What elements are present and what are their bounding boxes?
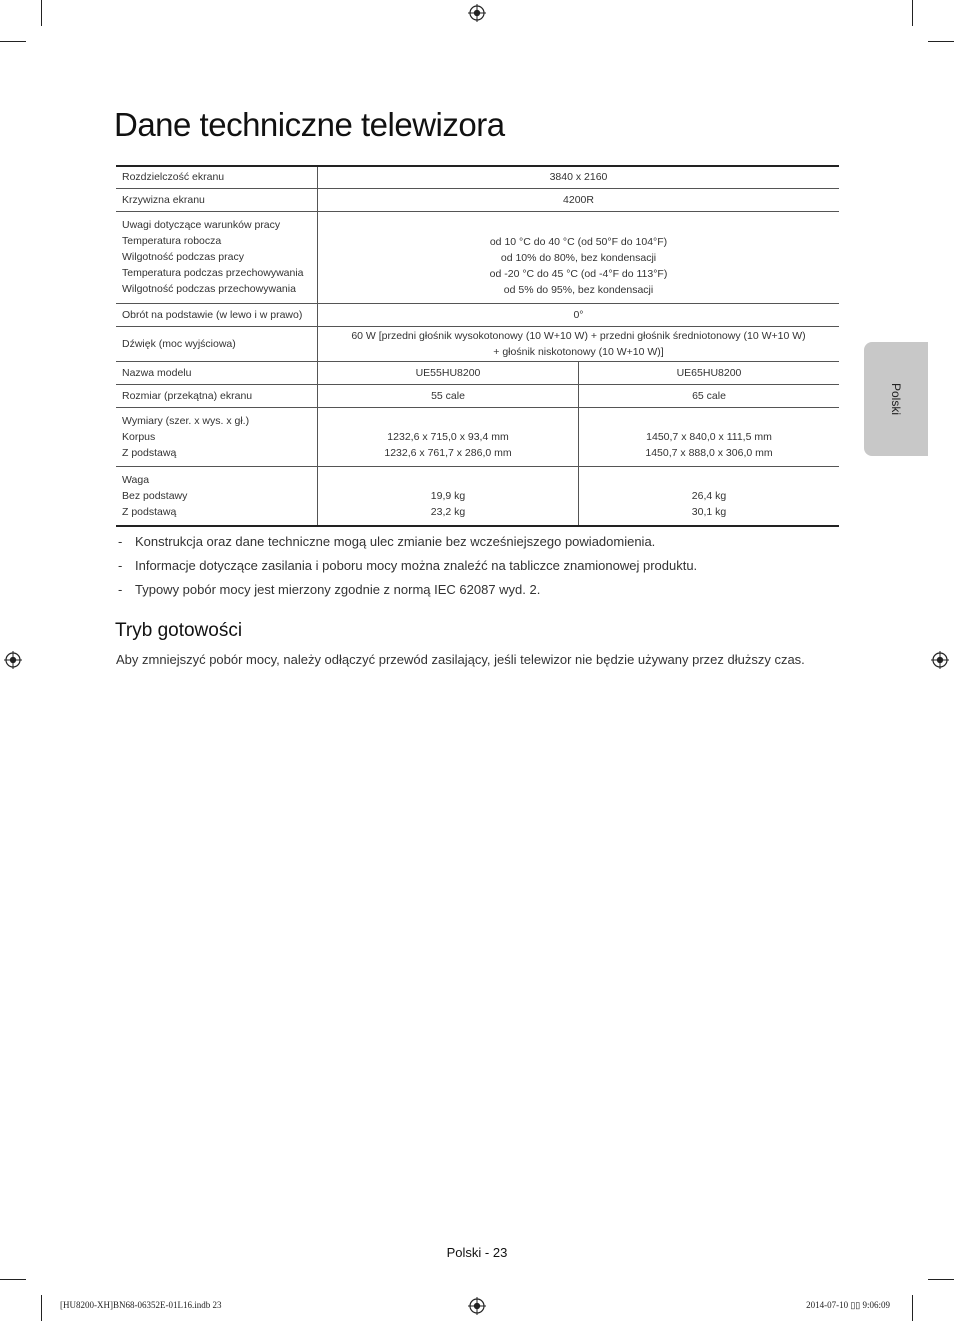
label-line: Wilgotność podczas pracy: [122, 251, 244, 263]
row-value: [579, 466, 840, 526]
row-value: UE55HU8200: [318, 361, 579, 384]
page-title: Dane techniczne telewizora: [114, 106, 505, 143]
crop-mark: [928, 41, 954, 42]
label-line: Uwagi dotyczące warunków pracy: [122, 219, 281, 231]
section-title: Tryb gotowości: [115, 620, 243, 641]
registration-mark-icon: [4, 651, 22, 669]
value-line: 60 W [przedni głośnik wysokotonowy (10 W+10 W) + przedni głośnik średniotonowy (10 W+10 W): [351, 329, 806, 342]
list-item: [116, 558, 697, 573]
table-row: [116, 211, 839, 303]
crop-mark: [41, 0, 42, 26]
label-line: Temperatura robocza: [122, 235, 222, 247]
table-row: [116, 326, 839, 361]
row-value: 65 cale: [692, 389, 726, 402]
section-body: Aby zmniejszyć pobór mocy, należy odłączyć przewód zasilający, jeśli telewizor nie będzie używany przez dłuższy czas.: [116, 652, 805, 667]
print-timestamp: 2014-07-10 ▯▯ 9:06:09: [806, 1300, 890, 1310]
table-row: [116, 188, 839, 211]
table-row: [116, 303, 839, 326]
label-line: Wymiary (szer. x wys. x gł.): [122, 414, 250, 427]
crop-mark: [912, 0, 913, 26]
value-line: 30,1 kg: [691, 505, 727, 518]
row-label: Krzywizna ekranu: [116, 188, 318, 211]
row-value: 4200R: [563, 193, 594, 206]
row-label: Rozmiar (przekątna) ekranu: [116, 384, 318, 407]
label-line: Z podstawą: [122, 505, 177, 518]
value-line: od 5% do 95%, bez kondensacji: [503, 283, 654, 296]
note-text: Informacje dotyczące zasilania i poboru mocy można znaleźć na tabliczce znamionowej produktu.: [135, 558, 698, 573]
value-line: od 10% do 80%, bez kondensacji: [500, 251, 657, 264]
value-line: + głośnik niskotonowy (10 W+10 W)]: [493, 345, 664, 358]
value-line: 1232,6 x 715,0 x 93,4 mm: [387, 430, 509, 443]
crop-mark: [0, 1279, 26, 1280]
value-line: 26,4 kg: [691, 489, 727, 502]
row-label: Rozdzielczość ekranu: [116, 166, 318, 188]
label-line: Korpus: [122, 430, 156, 443]
label-line: Temperatura podczas przechowywania: [122, 267, 304, 279]
registration-mark-icon: [468, 1297, 486, 1315]
row-value: [579, 407, 840, 466]
table-row: [116, 166, 839, 188]
value-line: od 10 °C do 40 °C (od 50°F do 104°F): [489, 235, 668, 248]
spec-table: [116, 165, 839, 527]
language-side-tab: [864, 342, 928, 456]
value-line: 19,9 kg: [430, 489, 466, 502]
row-value: [318, 326, 840, 361]
row-label: [116, 211, 318, 303]
row-value: 55 cale: [318, 384, 579, 407]
value-line: 1450,7 x 840,0 x 111,5 mm: [646, 430, 772, 443]
row-value: 0°: [573, 308, 584, 321]
list-dash: -: [118, 582, 123, 597]
print-file-info: [HU8200-XH]BN68-06352E-01L16.indb 23: [60, 1300, 222, 1310]
registration-mark-icon: [468, 4, 486, 22]
label-line: Z podstawą: [122, 446, 177, 459]
row-label: [116, 407, 318, 466]
row-value: [318, 211, 840, 303]
notes-list: [116, 534, 697, 606]
row-value: [318, 466, 579, 526]
crop-mark: [928, 1279, 954, 1280]
crop-mark: [912, 1295, 913, 1321]
value-line: 23,2 kg: [430, 505, 466, 518]
list-dash: -: [118, 558, 123, 573]
label-line: Waga: [122, 473, 150, 486]
value-line: od -20 °C do 45 °C (od -4°F do 113°F): [489, 267, 668, 280]
row-label: Obrót na podstawie (w lewo i w prawo): [116, 303, 318, 326]
list-item: [116, 582, 697, 597]
row-label: [116, 466, 318, 526]
crop-mark: [41, 1295, 42, 1321]
table-row: [116, 466, 839, 526]
row-value: 3840 x 2160: [549, 171, 608, 184]
note-text: Typowy pobór mocy jest mierzony zgodnie z normą IEC 62087 wyd. 2.: [135, 582, 541, 597]
table-row: [116, 384, 839, 407]
value-line: 1450,7 x 888,0 x 306,0 mm: [645, 446, 773, 459]
table-row: [116, 407, 839, 466]
side-tab-label: Polski: [889, 382, 903, 416]
row-value: [318, 407, 579, 466]
label-line: Wilgotność podczas przechowywania: [122, 283, 296, 295]
crop-mark: [0, 41, 26, 42]
list-item: [116, 534, 697, 549]
row-label: Dźwięk (moc wyjściowa): [116, 326, 318, 361]
list-dash: -: [118, 534, 123, 549]
page-number: Polski - 23: [446, 1245, 508, 1260]
label-line: Bez podstawy: [122, 489, 188, 502]
row-value: UE65HU8200: [676, 366, 742, 379]
registration-mark-icon: [931, 651, 949, 669]
table-row: [116, 361, 839, 384]
row-label: Nazwa modelu: [116, 361, 318, 384]
value-line: 1232,6 x 761,7 x 286,0 mm: [384, 446, 512, 459]
note-text: Konstrukcja oraz dane techniczne mogą ulec zmianie bez wcześniejszego powiadomienia.: [135, 534, 656, 549]
